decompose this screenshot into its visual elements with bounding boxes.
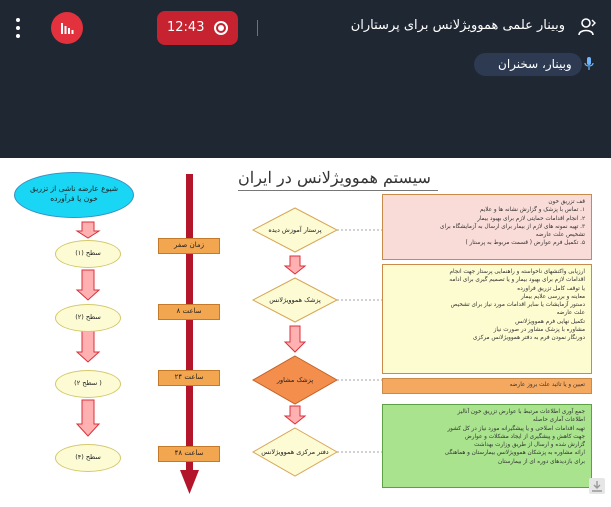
box2-item: اقدامات لازم برای بهبود بیمار و یا تصمیم گیری برای ادامه	[449, 277, 585, 284]
timeline-bar	[186, 174, 193, 474]
audio-level-button[interactable]	[51, 12, 83, 44]
timeline-arrowhead	[180, 470, 199, 494]
actor-label-consultant: پزشک مشاور	[276, 376, 314, 384]
box2-item: تکمیل نهایی فرم هموویژلانس	[515, 318, 585, 325]
mic-icon	[584, 57, 594, 71]
box1-item: ۲. انجام اقدامات حمایتی لازم برای بهبود بیمار	[477, 215, 585, 222]
box2-item: معاینه و بررسی علایم بیمار	[520, 293, 585, 300]
box1-item: ۳. تهیه نمونه های لازم از بیمار برای ارسال به آزمایشگاه برای	[440, 223, 585, 230]
time-label-48: ساعت ۴۸	[174, 449, 204, 457]
level-4-label: سطح (۴)	[75, 453, 101, 461]
box1-item: ۵. تکمیل فرم عوارض ( قسمت مربوط به پرستار )	[465, 240, 585, 247]
audio-bars-icon	[60, 21, 74, 35]
user-icon[interactable]	[577, 17, 597, 37]
timer-text: 12:43	[167, 20, 205, 35]
box2-item: ارزیابی واکنشهای ناخواسته و راهنمایی پرستار جهت انجام	[449, 269, 585, 275]
time-label-8: ساعت ۸	[176, 307, 202, 315]
box2-item: یا توقف کامل تزریق فراورده	[517, 285, 585, 292]
top-bar	[0, 0, 611, 58]
box2-item: مشاوره با پزشک مشاور در صورت نیاز	[493, 326, 585, 333]
record-icon	[214, 21, 228, 35]
recording-timer-button[interactable]	[157, 11, 238, 45]
physician-actions-box	[382, 264, 592, 374]
time-label-24: ساعت ۲۴	[174, 373, 204, 381]
download-icon[interactable]	[589, 478, 605, 494]
divider	[257, 20, 258, 36]
box2-item: علت عارضه	[556, 310, 585, 317]
box1-item: ۱. تماس با پزشک و گزارش نشانه ها و علایم	[479, 207, 585, 214]
cause-confirmation-bar	[382, 378, 592, 394]
level-3-label: ( سطح ۲)	[74, 379, 102, 387]
actor-label-nurse: پرستار آموزش دیده	[268, 226, 322, 234]
level-1-label: سطح (۱)	[75, 249, 101, 257]
time-label-0: زمان صفر	[174, 241, 204, 249]
box1-item: قف تزریق خون	[548, 199, 585, 205]
actor-label-hemo-physician: پزشک هموویژلانس	[269, 296, 321, 304]
box2-item: دورنگار نمودن فرم به دفتر هموویژلانس مرکزی	[473, 335, 585, 342]
box3-item: جمع آوری اطلاعات مرتبط با عوارض تزریق خون آنالیز	[457, 409, 585, 415]
central-office-box	[382, 404, 592, 488]
box3-item: ارائه مشاوره به پزشکان هموویژلانس بیمارستان و هماهنگی	[444, 450, 585, 457]
box1-item: تشخیص علت عارضه	[535, 232, 585, 239]
speaker-pill[interactable]: وبینار، سخنران	[474, 53, 582, 76]
box3-item: اطلاعات آماری حاصله	[532, 417, 585, 424]
menu-dots-icon[interactable]	[10, 16, 26, 40]
box3-item: گزارش شده و ارسال از طریق وزارت بهداشت	[474, 442, 585, 449]
box3-item: جهت کاهش و پیشگیری از ایجاد مشکلات و عوارض	[464, 433, 585, 440]
shared-slide-area	[0, 158, 611, 507]
bar-label: تعیین و یا تائید علت بروز عارضه	[509, 382, 585, 388]
box3-item: تهیه اقدامات اصلاحی و یا پیشگیرانه مورد نیاز در کل کشور	[447, 425, 585, 432]
box2-item: دستور آزمایشات یا سایر اقدامات مورد نیاز برای تشخیص	[450, 302, 585, 309]
slide	[10, 158, 601, 507]
start-event-label: شیوع عارضه ناشی از تزریق خون یا فرآورده	[29, 184, 118, 204]
meeting-title: وبینار علمی هموویژلانس برای پرستاران	[350, 18, 565, 33]
slide-title: سیستم هموویژلانس در ایران	[238, 168, 431, 187]
actor-label-central-office: دفتر مرکزی هموویژلانس	[261, 448, 329, 456]
connectors	[337, 230, 382, 452]
nurse-actions-box	[382, 194, 592, 260]
level-2-label: سطح (۲)	[75, 313, 101, 321]
box3-item: برای بازدیدهای دوره ای از بیمارستان	[498, 458, 585, 465]
